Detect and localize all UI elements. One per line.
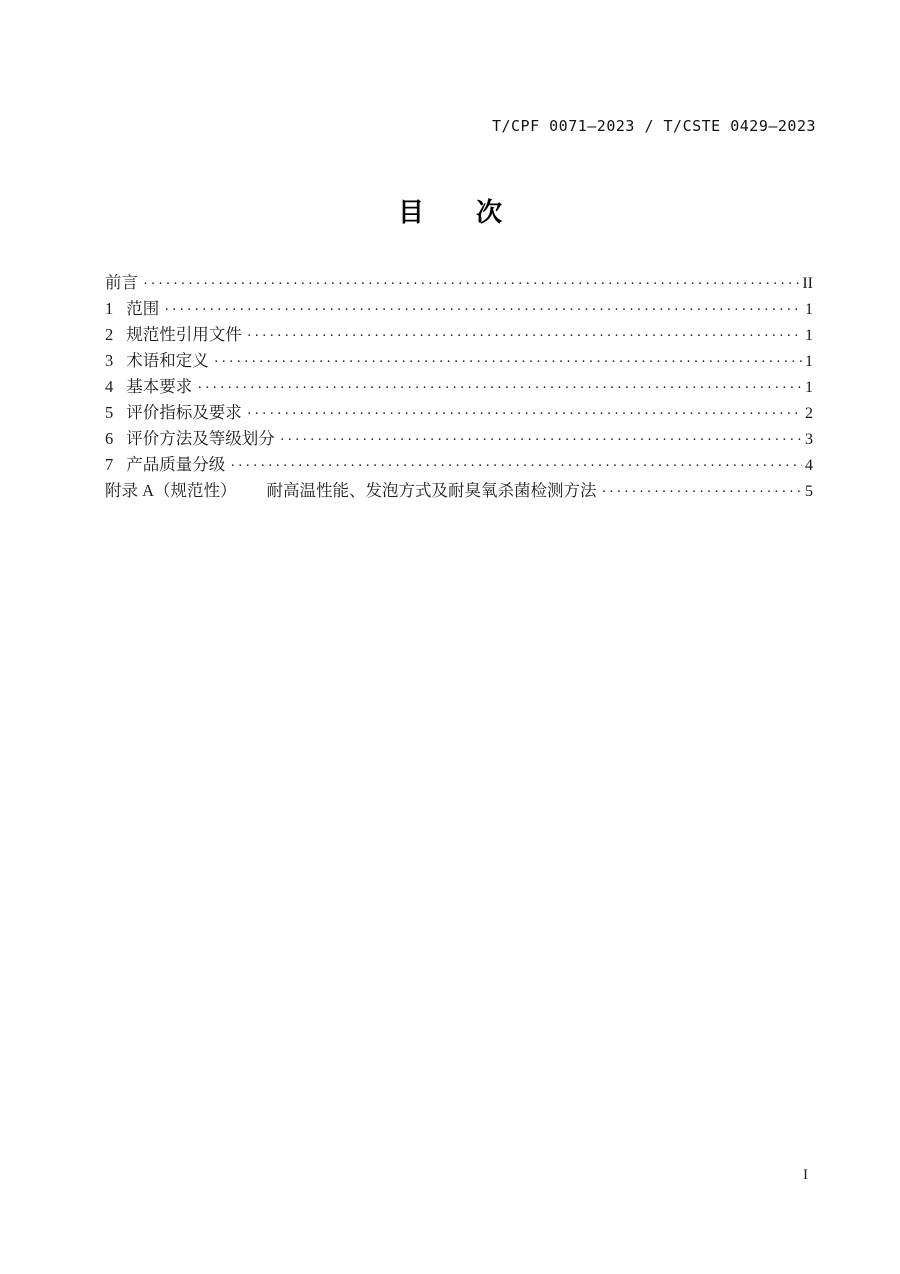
- toc-entry-page-number: 1: [805, 327, 813, 344]
- toc-leader-dots: [197, 375, 802, 401]
- toc-entry[interactable]: [105, 374, 813, 400]
- toc-leader-dots: [143, 271, 799, 297]
- toc-entry-page-number: 5: [805, 483, 813, 500]
- toc-entry-label: 术语和定义: [126, 351, 209, 370]
- table-of-contents: [105, 270, 813, 504]
- toc-entry-number: 5: [105, 403, 114, 422]
- toc-leader-dots: [247, 401, 802, 427]
- toc-entry-label: 评价方法及等级划分: [126, 429, 275, 448]
- toc-entry-label: 范围: [126, 299, 160, 318]
- toc-entry-label: 前言: [105, 273, 138, 292]
- toc-entry-number: 7: [105, 455, 114, 474]
- toc-entry-label: 基本要求: [126, 377, 193, 396]
- toc-entry-number: 3: [105, 351, 114, 370]
- toc-entry[interactable]: [105, 270, 813, 296]
- toc-entry[interactable]: [105, 296, 813, 322]
- toc-entry-page-number: 1: [805, 301, 813, 318]
- toc-entry-label: 产品质量分级: [126, 455, 226, 474]
- toc-leader-dots: [230, 453, 802, 479]
- toc-leader-dots: [164, 297, 802, 323]
- toc-entry[interactable]: [105, 348, 813, 374]
- toc-entry-number: 6: [105, 429, 114, 448]
- toc-entry-page-number: 1: [805, 353, 813, 370]
- toc-entry-page-number: II: [802, 275, 813, 292]
- toc-leader-dots: [602, 479, 802, 505]
- toc-entry[interactable]: [105, 322, 813, 348]
- toc-entry-number: 1: [105, 299, 114, 318]
- page-title: 目 次: [397, 198, 502, 228]
- toc-entry-page-number: 3: [805, 431, 813, 448]
- toc-entry[interactable]: [105, 426, 813, 452]
- toc-entry[interactable]: [105, 400, 813, 426]
- toc-entry-page-number: 4: [805, 457, 813, 474]
- toc-entry-number: 附录 A（规范性）: [105, 481, 237, 500]
- toc-entry-number: 4: [105, 377, 114, 396]
- toc-entry-label: 评价指标及要求: [126, 403, 242, 422]
- toc-entry-page-number: 2: [805, 405, 813, 422]
- standard-code-header: T/CPF 0071—2023 / T/CSTE 0429—2023: [491, 117, 816, 135]
- toc-leader-dots: [280, 427, 802, 453]
- toc-leader-dots: [214, 349, 802, 375]
- toc-entry-number: 2: [105, 325, 114, 344]
- toc-leader-dots: [247, 323, 802, 349]
- toc-entry[interactable]: [105, 478, 813, 504]
- toc-entry[interactable]: [105, 452, 813, 478]
- toc-entry-page-number: 1: [805, 379, 813, 396]
- toc-entry-label: 规范性引用文件: [126, 325, 242, 344]
- footer-page-number: I: [803, 1167, 808, 1183]
- toc-entry-label: 耐高温性能、发泡方式及耐臭氧杀菌检测方法: [266, 481, 597, 500]
